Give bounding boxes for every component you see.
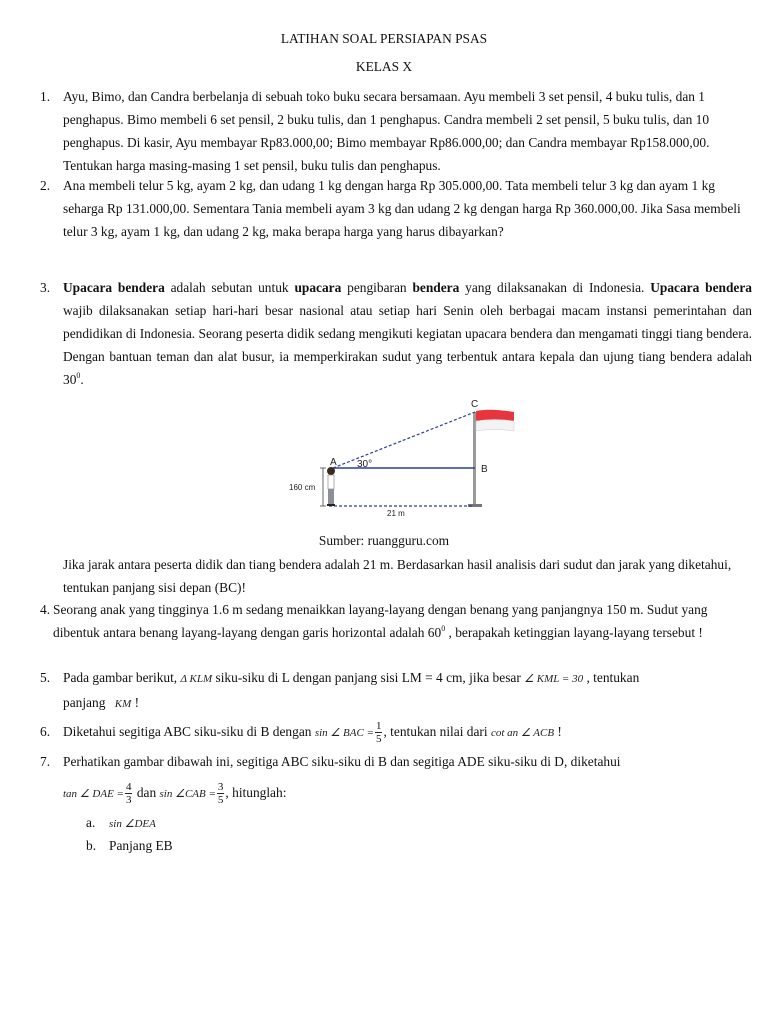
sight-line-ac <box>333 412 475 468</box>
question-4 <box>40 598 752 644</box>
label-a: A <box>330 457 337 468</box>
denominator: 5 <box>375 733 382 746</box>
label-height: 160 cm <box>289 483 316 492</box>
question-text <box>63 666 752 716</box>
text-run: , tentukan <box>583 670 640 685</box>
sub-label: a. <box>86 815 96 830</box>
tan-dae: tan ∠ DAE = <box>63 788 124 800</box>
text-run: Diketahui segitiga ABC siku-siku di B dengan <box>63 724 315 739</box>
text-run: Pada gambar berikut, <box>63 670 181 685</box>
flag-pole <box>473 412 476 506</box>
sin-cab: sin ∠CAB = <box>159 788 216 800</box>
question-5 <box>40 666 752 716</box>
question-text <box>63 720 752 745</box>
question-number: 1. <box>40 89 51 104</box>
question-number: 6. <box>40 724 51 739</box>
question-givens <box>63 781 752 806</box>
question-number: 3. <box>40 280 51 295</box>
question-text: Ana membeli telur 5 kg, ayam 2 kg, dan udang 1 kg dengan harga Rp 305.000,00. Tata membeli telur 3 kg dan ayam 1 kg seharga Rp 131.000,00. Sementara Tania membeli ayam 3 kg dan udang 2 kg dengan harga Rp 360.000,00. Jika Sasa membeli telur 3 kg, ayam 1 kg, dan udang 2 kg, maka berapa harga yang harus dibayarkan? <box>63 178 741 239</box>
question-number: 2. <box>40 178 51 193</box>
text-run: adalah sebutan untuk <box>164 280 295 295</box>
text-run: panjang <box>63 695 109 710</box>
sub-text: Panjang EB <box>109 838 173 853</box>
numerator: 1 <box>375 720 382 733</box>
sin-bac: sin ∠ BAC = <box>314 727 374 739</box>
question-text: Ayu, Bimo, dan Candra berbelanja di sebuah toko buku secara bersamaan. Ayu membeli 3 set pensil, 4 buku tulis, dan 1 penghapus. Bimo membeli 6 set pensil, 2 buku tulis, dan 1 penghapus. Candra membeli 2 set pensil, 5 buku tulis, dan 10 penghapus. Di kasir, Ayu membayar Rp83.000,00; Bimo membayar Rp86.000,00; dan Candra membayar Rp158.000,00. Tentukan harga masing-masing 1 set pensil, buku tulis dan penghapus. <box>63 89 710 173</box>
sub-label: b. <box>86 838 97 853</box>
text-run: Seorang anak yang tingginya 1.6 m sedang menaikkan layang-layang dengan benang yang panjangnya 150 m. Sudut yang dibentuk antara benang layang-layang dengan garis horizontal adalah 60 <box>53 602 708 640</box>
denominator: 3 <box>125 794 132 807</box>
segment-km: KM <box>114 698 132 710</box>
question-7 <box>40 750 752 806</box>
bold-term: Upacara bendera <box>650 280 752 295</box>
label-distance: 21 m <box>387 509 405 518</box>
label-b: B <box>481 464 488 475</box>
question-number: 5. <box>40 670 51 685</box>
indonesian-flag-icon <box>476 410 514 431</box>
text-run: . <box>80 372 84 387</box>
sub-question-a <box>86 811 156 836</box>
bold-term: bendera <box>412 280 460 295</box>
page-title: LATIHAN SOAL PERSIAPAN PSAS <box>280 31 488 46</box>
text-run: ! <box>554 724 562 739</box>
flagpole-diagram <box>285 394 525 522</box>
question-6 <box>40 720 752 745</box>
text-run: wajib dilaksanakan setiap hari-hari besar nasional atau setiap hari Senin oleh berbagai macam instansi pemerintahan dan pendidikan di Indonesia. Seorang peserta didik sedang mengikuti kegiatan upacara bendera dan mengamati tinggi tiang bendera. Dengan bantuan teman dan alat busur, ia memperkirakan sudut yang terbentuk antara kepala dan ujung tiang bendera adalah 30 <box>63 303 752 387</box>
sin-dea: sin ∠DEA <box>109 818 156 830</box>
angle-kml: ∠ KML = 30 <box>524 673 584 685</box>
fraction-one-fifth <box>375 720 383 745</box>
question-number: 4. <box>40 602 51 617</box>
text-run: yang dilaksanakan di Indonesia. <box>459 280 651 295</box>
text-run: , tentukan nilai dari <box>383 724 491 739</box>
text-run: , hitunglah: <box>225 785 287 800</box>
denominator: 5 <box>217 794 224 807</box>
question-text: Perhatikan gambar dibawah ini, segitiga ABC siku-siku di B dan segitiga ADE siku-siku di D, diketahui <box>63 754 621 769</box>
question-number: 7. <box>40 754 51 769</box>
cotan-acb: cot an ∠ ACB <box>490 727 555 739</box>
text-run: pengibaran <box>341 280 413 295</box>
question-3-followup <box>40 553 752 599</box>
text-run: ! <box>131 695 140 710</box>
text-run: dan <box>133 785 160 800</box>
label-angle: 30° <box>357 459 373 470</box>
question-text: Jika jarak antara peserta didik dan tiang bendera adalah 21 m. Berdasarkan hasil analisis dari sudut dan jarak yang diketahui, tentukan panjang sisi depan (BC)! <box>63 557 732 595</box>
degree-superscript: 0 <box>76 371 81 380</box>
question-text <box>53 598 752 644</box>
image-caption: Sumber: ruangguru.com <box>318 533 450 548</box>
question-3 <box>40 276 752 391</box>
numerator: 4 <box>125 781 132 794</box>
class-label: KELAS X <box>355 59 413 74</box>
sub-question-b <box>86 834 173 857</box>
fraction-three-fifths <box>217 781 225 806</box>
bold-term: upacara <box>294 280 342 295</box>
numerator: 3 <box>217 781 224 794</box>
fraction-four-thirds <box>125 781 133 806</box>
bold-term: Upacara bendera <box>63 280 165 295</box>
question-text <box>63 276 752 391</box>
question-2 <box>40 174 752 243</box>
question-1 <box>40 85 752 177</box>
degree-superscript: 0 <box>441 624 446 633</box>
label-c: C <box>471 399 479 410</box>
student-figure-icon <box>327 467 335 506</box>
text-run: siku-siku di L dengan panjang sisi LM = 4 cm, jika besar <box>212 670 525 685</box>
text-run: , berapakah ketinggian layang-layang tersebut ! <box>445 625 703 640</box>
triangle-klm: Δ KLM <box>180 673 213 685</box>
